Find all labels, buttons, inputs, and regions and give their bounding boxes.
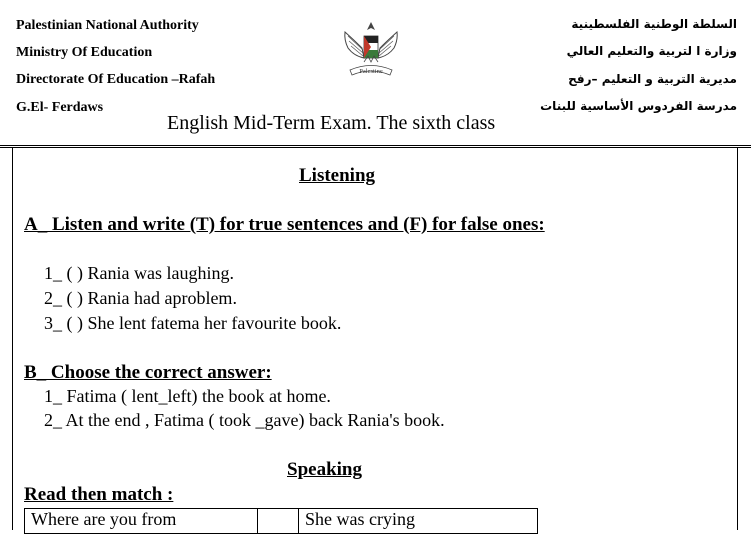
part-b-item-2: 2_ At the end , Fatima ( took _gave) back Rania's book. bbox=[44, 410, 445, 430]
exam-title: English Mid-Term Exam. The sixth class bbox=[167, 112, 496, 134]
right-border bbox=[737, 148, 738, 530]
match-question-cell: Where are you from bbox=[25, 509, 258, 534]
speaking-heading: Speaking bbox=[287, 459, 362, 480]
header-ministry-ar: وزارة ا لتربية والتعليم العالي bbox=[566, 44, 737, 58]
part-b-heading: B_ Choose the correct answer: bbox=[24, 362, 272, 383]
part-a-item-2: 2_ ( ) Rania had aproblem. bbox=[44, 288, 237, 308]
header-directorate: Directorate Of Education –Rafah bbox=[16, 72, 216, 87]
part-b-item-1: 1_ Fatima ( lent_left) the book at home. bbox=[44, 386, 331, 406]
left-border bbox=[12, 148, 13, 530]
header-directorate-ar: مديرية التربية و التعليم –رفح bbox=[568, 72, 737, 86]
part-a-item-3: 3_ ( ) She lent fatema her favourite book. bbox=[44, 313, 342, 333]
match-heading: Read then match : bbox=[24, 484, 174, 505]
header-authority: Palestinian National Authority bbox=[16, 18, 199, 33]
listening-heading: Listening bbox=[299, 165, 376, 186]
header-divider bbox=[0, 145, 751, 146]
emblem-text: Palestine bbox=[359, 68, 383, 75]
header-divider-double bbox=[0, 147, 751, 148]
header-ministry: Ministry Of Education bbox=[16, 45, 153, 60]
header-authority-ar: السلطة الوطنية الفلسطينية bbox=[571, 17, 737, 31]
part-a-item-1: 1_ ( ) Rania was laughing. bbox=[44, 263, 234, 283]
palestine-emblem-icon bbox=[342, 18, 400, 76]
part-a-heading: A_ Listen and write (T) for true sentences and (F) for false ones: bbox=[24, 214, 545, 235]
match-response-cell: She was crying bbox=[299, 509, 538, 534]
match-table bbox=[24, 508, 538, 534]
header-school-ar: مدرسة الفردوس الأساسية للبنات bbox=[540, 99, 737, 113]
header-school: G.El- Ferdaws bbox=[16, 100, 104, 115]
